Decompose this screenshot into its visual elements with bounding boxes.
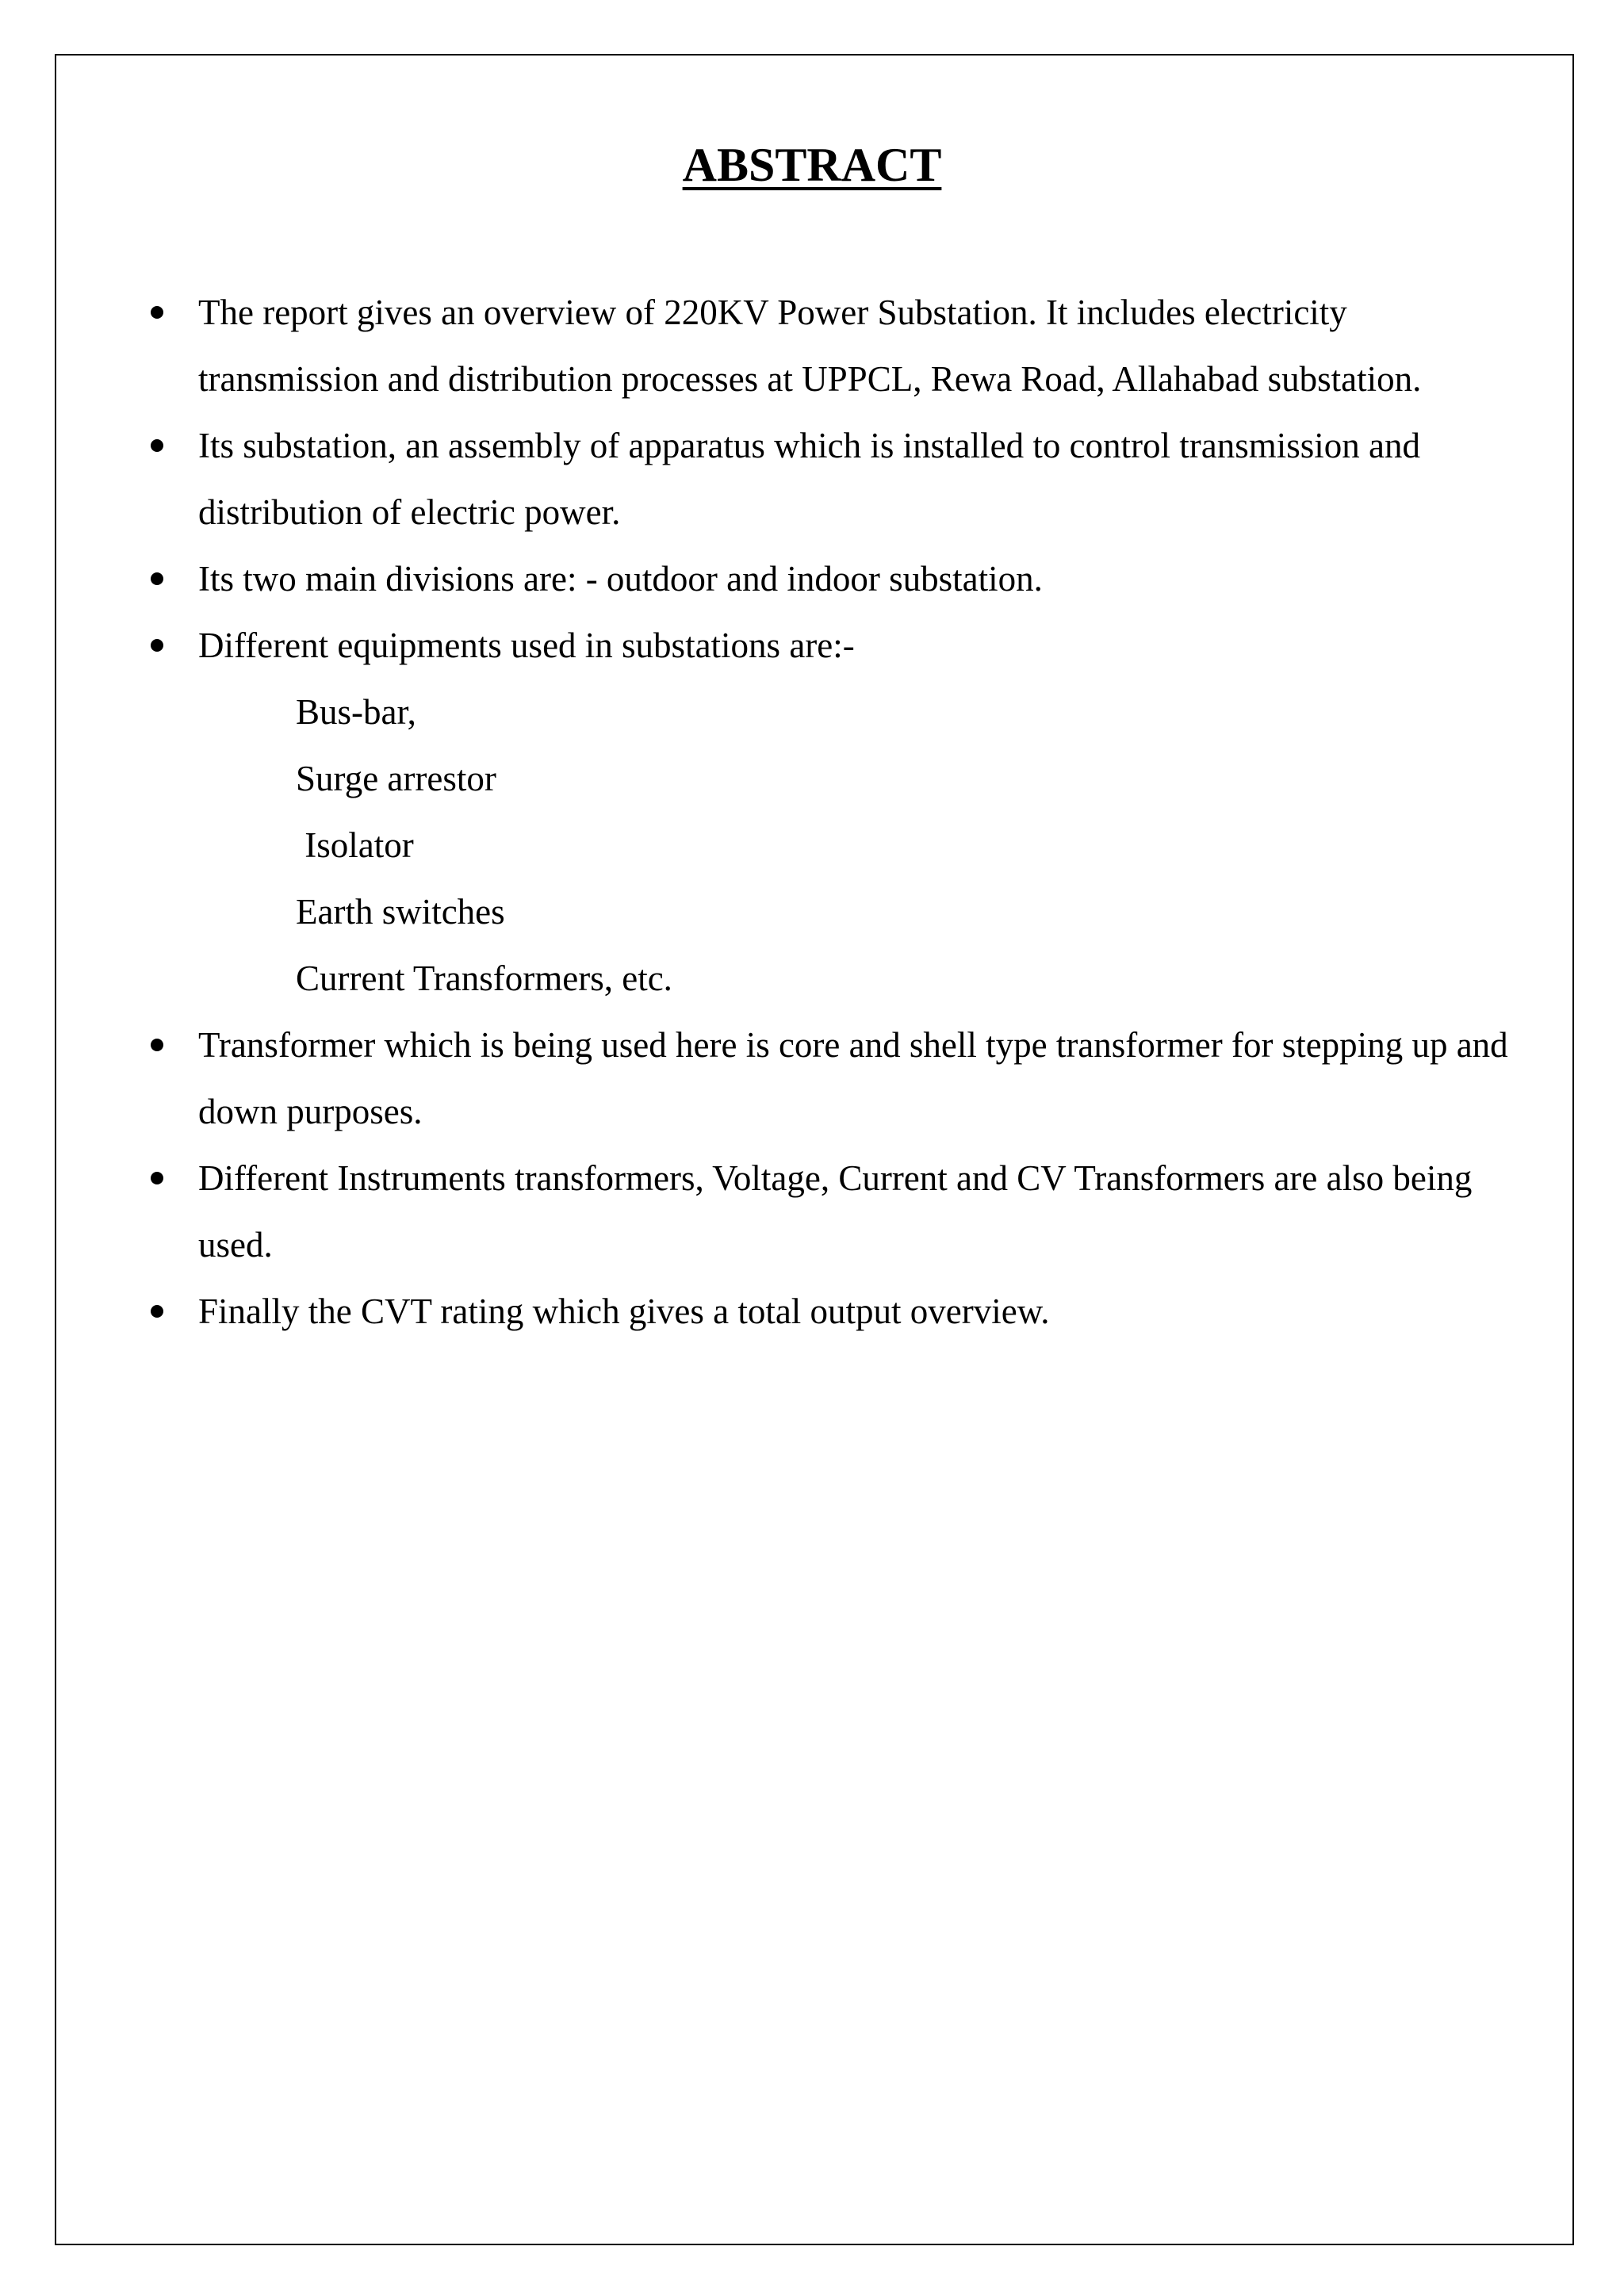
bullet-icon	[151, 439, 163, 452]
page-title: ABSTRACT	[682, 139, 942, 191]
equipment-item: Isolator	[296, 825, 414, 865]
bullet-text: Finally the CVT rating which gives a total output overview.	[198, 1292, 1050, 1331]
bullet-icon	[151, 1039, 163, 1051]
bullet-item	[151, 612, 1530, 679]
bullet-text: The report gives an overview of 220KV Power Substation. It includes electricity transmission and distribution processes at UPPCL, Rewa Road, Allahabad substation.	[198, 293, 1422, 399]
bullet-text: Different equipments used in substations are:-	[198, 626, 855, 665]
equipment-item: Bus-bar,	[296, 692, 416, 732]
bullet-text: Transformer which is being used here is core and shell type transformer for stepping up and down purposes.	[198, 1025, 1508, 1131]
bullet-icon	[151, 306, 163, 319]
equipment-list	[151, 679, 1530, 1012]
bullet-icon	[151, 572, 163, 585]
abstract-body	[151, 279, 1530, 1345]
bullet-item	[151, 279, 1530, 412]
bullet-text: Its substation, an assembly of apparatus which is installed to control transmission and distribution of electric power.	[198, 426, 1421, 532]
bullet-icon	[151, 1172, 163, 1184]
bullet-item	[151, 1145, 1530, 1278]
equipment-item: Surge arrestor	[296, 759, 496, 798]
equipment-item: Earth switches	[296, 892, 505, 932]
bullet-icon	[151, 639, 163, 652]
bullet-item	[151, 412, 1530, 545]
bullet-text: Its two main divisions are: - outdoor and indoor substation.	[198, 559, 1043, 599]
bullet-text: Different Instruments transformers, Voltage, Current and CV Transformers are also being used.	[198, 1158, 1473, 1265]
bullet-item	[151, 545, 1530, 612]
equipment-item: Current Transformers, etc.	[296, 959, 672, 998]
bullet-item	[151, 1012, 1530, 1145]
bullet-item	[151, 1278, 1530, 1345]
bullet-icon	[151, 1305, 163, 1318]
